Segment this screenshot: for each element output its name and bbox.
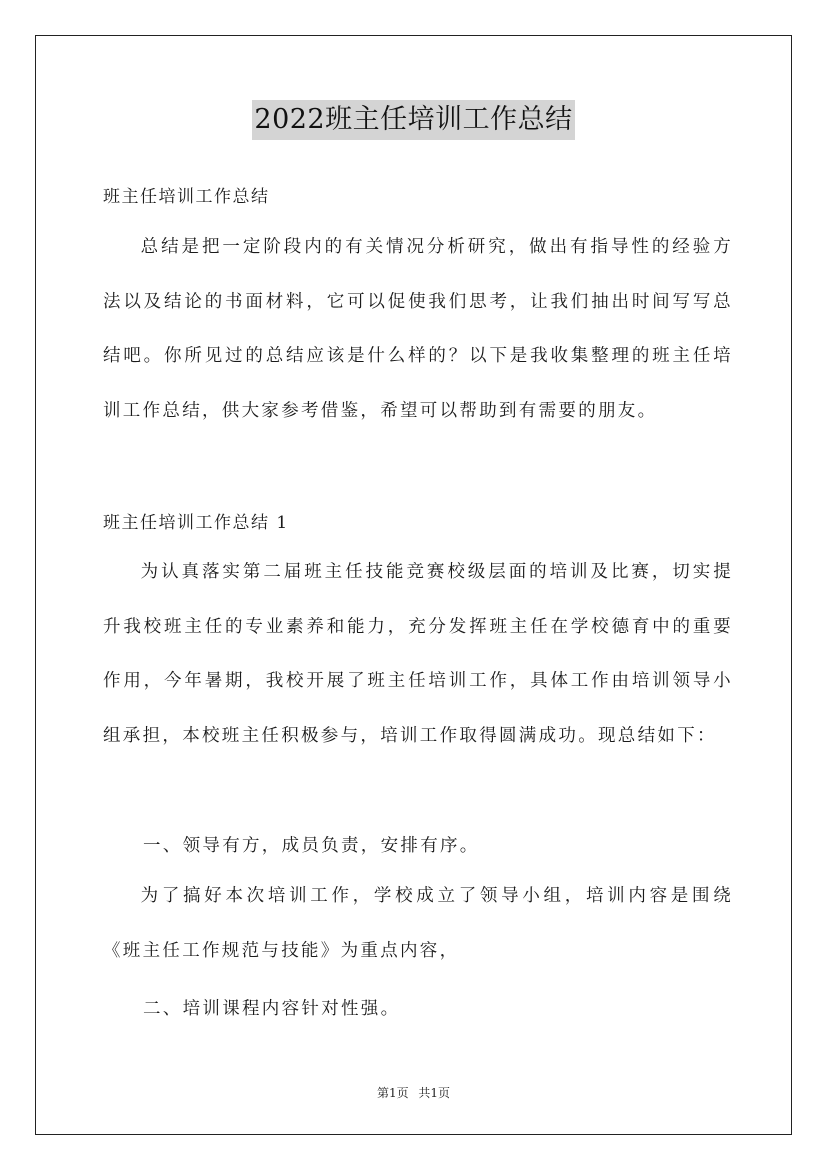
point1-heading: 一、领导有方，成员负责，安排有序。 bbox=[143, 836, 480, 856]
page-total: 共1页 bbox=[418, 1086, 451, 1100]
section2-paragraph: 为认真落实第二届班主任技能竞赛校级层面的培训及比赛，切实提升我校班主任的专业素养和能力，充分发挥班主任在学校德育中的重要作用，今年暑期，我校开展了班主任培训工作，具体工作由培训领导小组承担，本校班主任积极参与，培训工作取得圆满成功。现总结如下： bbox=[103, 562, 733, 746]
section1-paragraph: 总结是把一定阶段内的有关情况分析研究，做出有指导性的经验方法以及结论的书面材料，它可以促使我们思考，让我们抽出时间写写总结吧。你所见过的总结应该是什么样的？以下是我收集整理的班主任培训工作总结，供大家参考借鉴，希望可以帮助到有需要的朋友。 bbox=[103, 237, 733, 421]
section1-heading: 班主任培训工作总结 bbox=[103, 187, 270, 207]
document-title: 2022班主任培训工作总结 bbox=[252, 100, 574, 140]
page-number: 第1页 bbox=[376, 1086, 409, 1100]
page-footer bbox=[0, 1084, 827, 1101]
section2-heading: 班主任培训工作总结 1 bbox=[103, 513, 289, 533]
point1-paragraph: 为了搞好本次培训工作，学校成立了领导小组，培训内容是围绕《班主任工作规范与技能》为重点内容， bbox=[103, 886, 733, 961]
title-container bbox=[0, 100, 827, 140]
point2-heading: 二、培训课程内容针对性强。 bbox=[143, 999, 401, 1019]
